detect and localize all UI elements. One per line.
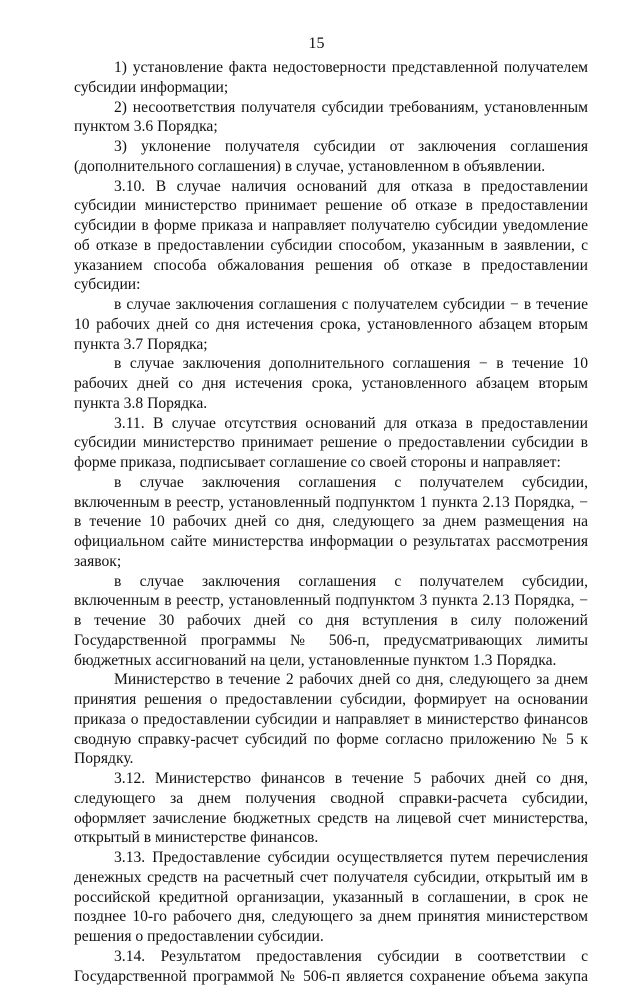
paragraph-item-3: 3) уклонение получателя субсидии от заключения соглашения (дополнительного соглашения) в случае, установленном в объявлении. [74, 138, 588, 175]
paragraph-item-2: 2) несоответствия получателя субсидии требованиям, установленным пунктом 3.6 Порядка; [74, 98, 588, 136]
document-body [74, 58, 588, 986]
paragraph-3-11-registry-3: в случае заключения соглашения с получателем субсидии, включенным в реестр, установленный подпунктом 3 пункта 2.13 Порядка, − в течение 30 рабочих дней со дня вступления в силу положений Государственной программы № 506-п, предусматривающих лимиты бюджетных ассигнований на цели, установленные пунктом 1.3 Порядка. [74, 572, 588, 669]
paragraph-3-11-ministry: Министерство в течение 2 рабочих дней со дня, следующего за днем принятия решения о предоставлении субсидии, формирует на основании приказа о предоставлении субсидии и направляет в министерство финансов сводную справку-расчет субсидий по форме согласно приложению № 5 к Порядку. [74, 671, 588, 768]
paragraph-3-14: 3.14. Результатом предоставления субсидии в соответствии с Государственной программой № 506-п является сохранение объема закупа [74, 947, 588, 985]
page-number: 15 [308, 35, 325, 52]
paragraph-3-10-agreement: в случае заключения соглашения с получателем субсидии − в течение 10 рабочих дней со дня истечения срока, установленного абзацем вторым пункта 3.7 Порядка; [74, 296, 588, 353]
paragraph-3-11-registry-1: в случае заключения соглашения с получателем субсидии, включенным в реестр, установленный подпунктом 1 пункта 2.13 Порядка, − в течение 10 рабочих дней со дня, следующего за днем размещения на официальном сайте министерства информации о результатах рассмотрения заявок; [74, 473, 588, 570]
paragraph-3-10-additional-agreement: в случае заключения дополнительного соглашения − в течение 10 рабочих дней со дня истечения срока, установленного абзацем вторым пункта 3.8 Порядка. [74, 355, 588, 412]
paragraph-item-1: 1) установление факта недостоверности представленной получателем субсидии информации; [74, 59, 588, 96]
paragraph-3-12: 3.12. Министерство финансов в течение 5 рабочих дней со дня, следующего за днем получения сводной справки-расчета субсидии, оформляет зачисление бюджетных средств на лицевой счет министерства, открытый в министерстве финансов. [74, 770, 588, 847]
paragraph-3-10: 3.10. В случае наличия оснований для отказа в предоставлении субсидии министерство принимает решение об отказе в предоставлении субсидии в форме приказа и направляет получателю субсидии уведомление об отказе в предоставлении субсидии способом, указанным в заявлении, с указанием способа обжалования решения об отказе в предоставлении субсидии: [74, 177, 588, 294]
paragraph-3-11: 3.11. В случае отсутствия оснований для отказа в предоставлении субсидии министерство принимает решение о предоставлении субсидии в форме приказа, подписывает соглашение со своей стороны и направляет: [74, 414, 588, 471]
paragraph-3-13: 3.13. Предоставление субсидии осуществляется путем перечисления денежных средств на расчетный счет получателя субсидии, открытый им в российской кредитной организации, указанный в соглашении, в срок не позднее 10-го рабочего дня, следующего за днем принятия министерством решения о предоставлении субсидии. [74, 849, 588, 945]
